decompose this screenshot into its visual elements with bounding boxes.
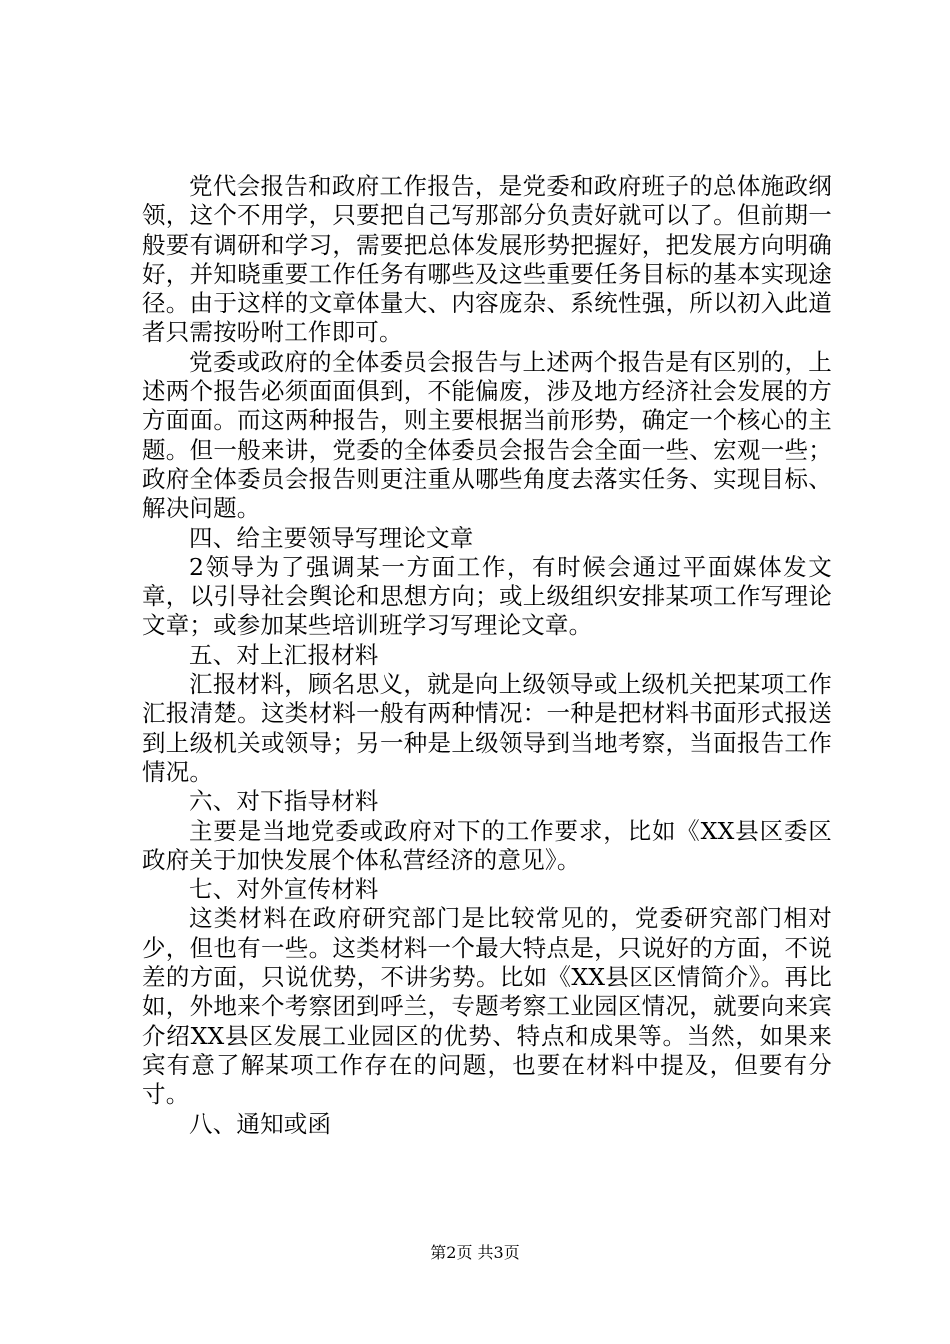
paragraph: 2领导为了强调某一方面工作，有时候会通过平面媒体发文章，以引导社会舆论和思想方向；或上级组织安排某项工作写理论文章；或参加某些培训班学习写理论文章。 bbox=[142, 552, 832, 640]
section-heading: 七、对外宣传材料 bbox=[189, 875, 379, 904]
paragraph: 主要是当地党委或政府对下的工作要求，比如《XX县区委区政府关于加快发展个体私营经济的意见》。 bbox=[142, 816, 832, 874]
paragraph: 党委或政府的全体委员会报告与上述两个报告是有区别的，上述两个报告必须面面俱到，不能偏废，涉及地方经济社会发展的方方面面。而这两种报告，则主要根据当前形势，确定一个核心的主题。但一般来讲，党委的全体委员会报告会全面一些、宏观一些；政府全体委员会报告则更注重从哪些角度去落实任务、实现目标、解决问题。 bbox=[142, 347, 832, 523]
paragraph: 党代会报告和政府工作报告，是党委和政府班子的总体施政纲领，这个不用学，只要把自己写那部分负责好就可以了。但前期一般要有调研和学习，需要把总体发展形势把握好，把发展方向明确好，并知晓重要工作任务有哪些及这些重要任务目标的基本实现途径。由于这样的文章体量大、内容庞杂、系统性强，所以初入此道者只需按吩咐工作即可。 bbox=[142, 172, 832, 347]
section-heading: 八、通知或函 bbox=[189, 1109, 332, 1138]
document-body bbox=[142, 172, 832, 1139]
section-heading: 五、对上汇报材料 bbox=[189, 640, 379, 669]
page-number-footer: 第2页 共3页 bbox=[430, 1243, 520, 1262]
section-heading: 四、给主要领导写理论文章 bbox=[189, 523, 474, 552]
paragraph: 这类材料在政府研究部门是比较常见的，党委研究部门相对少，但也有一些。这类材料一个最大特点是，只说好的方面，不说差的方面，只说优势，不讲劣势。比如《XX县区区情简介》。再比如，外地来个考察团到呼兰，专题考察工业园区情况，就要向来宾介绍XX县区发展工业园区的优势、特点和成果等。当然，如果来宾有意了解某项工作存在的问题，也要在材料中提及，但要有分寸。 bbox=[142, 904, 832, 1109]
section-heading: 六、对下指导材料 bbox=[189, 787, 379, 816]
paragraph: 汇报材料，顾名思义，就是向上级领导或上级机关把某项工作汇报清楚。这类材料一般有两种情况：一种是把材料书面形式报送到上级机关或领导；另一种是上级领导到当地考察，当面报告工作情况。 bbox=[142, 670, 832, 786]
